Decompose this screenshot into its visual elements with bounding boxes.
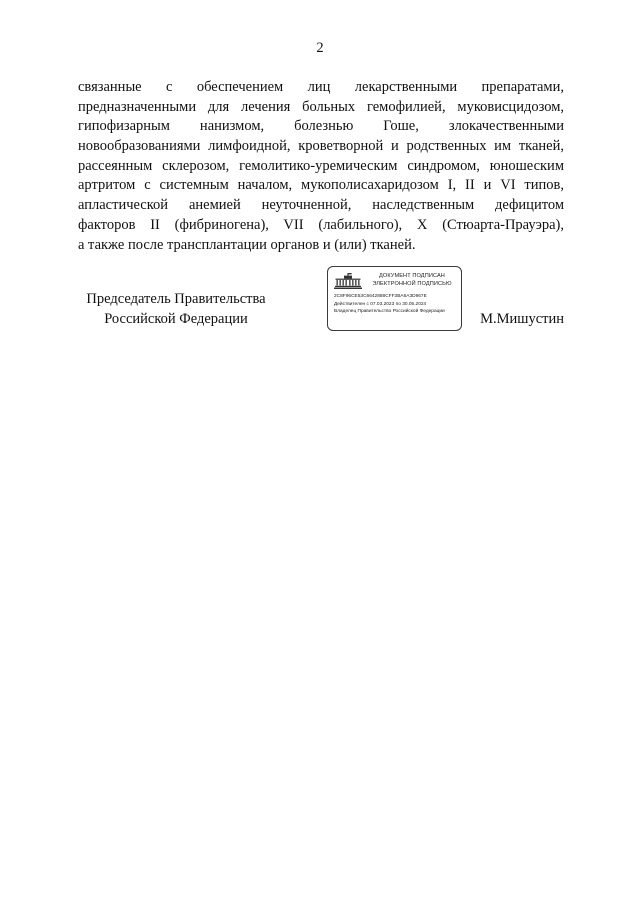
body-paragraph [78,78,564,255]
signatory-position-line: Российской Федерации [104,310,248,327]
body-line: факторов II (фибриногена), VII (лабильного), X (Стюарта-Прауэра), [78,216,564,233]
stamp-heading-line: ДОКУМЕНТ ПОДПИСАН [379,273,445,279]
signer-name: М.Мишустин [480,311,564,327]
body-line: а также после трансплантации органов и (или) тканей. [78,236,416,253]
stamp-owner: Владелец Правительство Российской Федерации [334,309,445,314]
stamp-certificate-number: 2C8F96CE53C6642888CFF3BA6A3D967E [334,294,427,299]
body-line: связанные с обеспечением лиц лекарственными препаратами, [78,79,564,95]
body-line: предназначенными для лечения больных гемофилией, муковисцидозом, [78,98,564,115]
stamp-heading [366,273,458,288]
stamp-validity-period: Действителен с 07.03.2023 по 30.05.2024 [334,302,427,307]
body-line: апластической анемией неуточненной, наследственным дефицитом [78,197,564,214]
page-number: 2 [316,40,324,56]
signatory-position [66,290,286,329]
electronic-signature-stamp [327,266,462,331]
signatory-position-line: Председатель Правительства [86,291,266,307]
body-line: новообразованиями лимфоидной, кроветворной и родственных им тканей, [78,138,564,155]
body-line: рассеянным склерозом, гемолитико-уремическим синдромом, юношеским [78,157,564,174]
body-line: артритом с системным началом, мукополисахаридозом I, II и VI типов, [78,177,564,194]
government-building-icon [334,273,362,289]
stamp-heading-line: ЭЛЕКТРОННОЙ ПОДПИСЬЮ [372,280,452,287]
body-line: гипофизарным нанизмом, болезнью Гоше, злокачественными [78,118,564,135]
